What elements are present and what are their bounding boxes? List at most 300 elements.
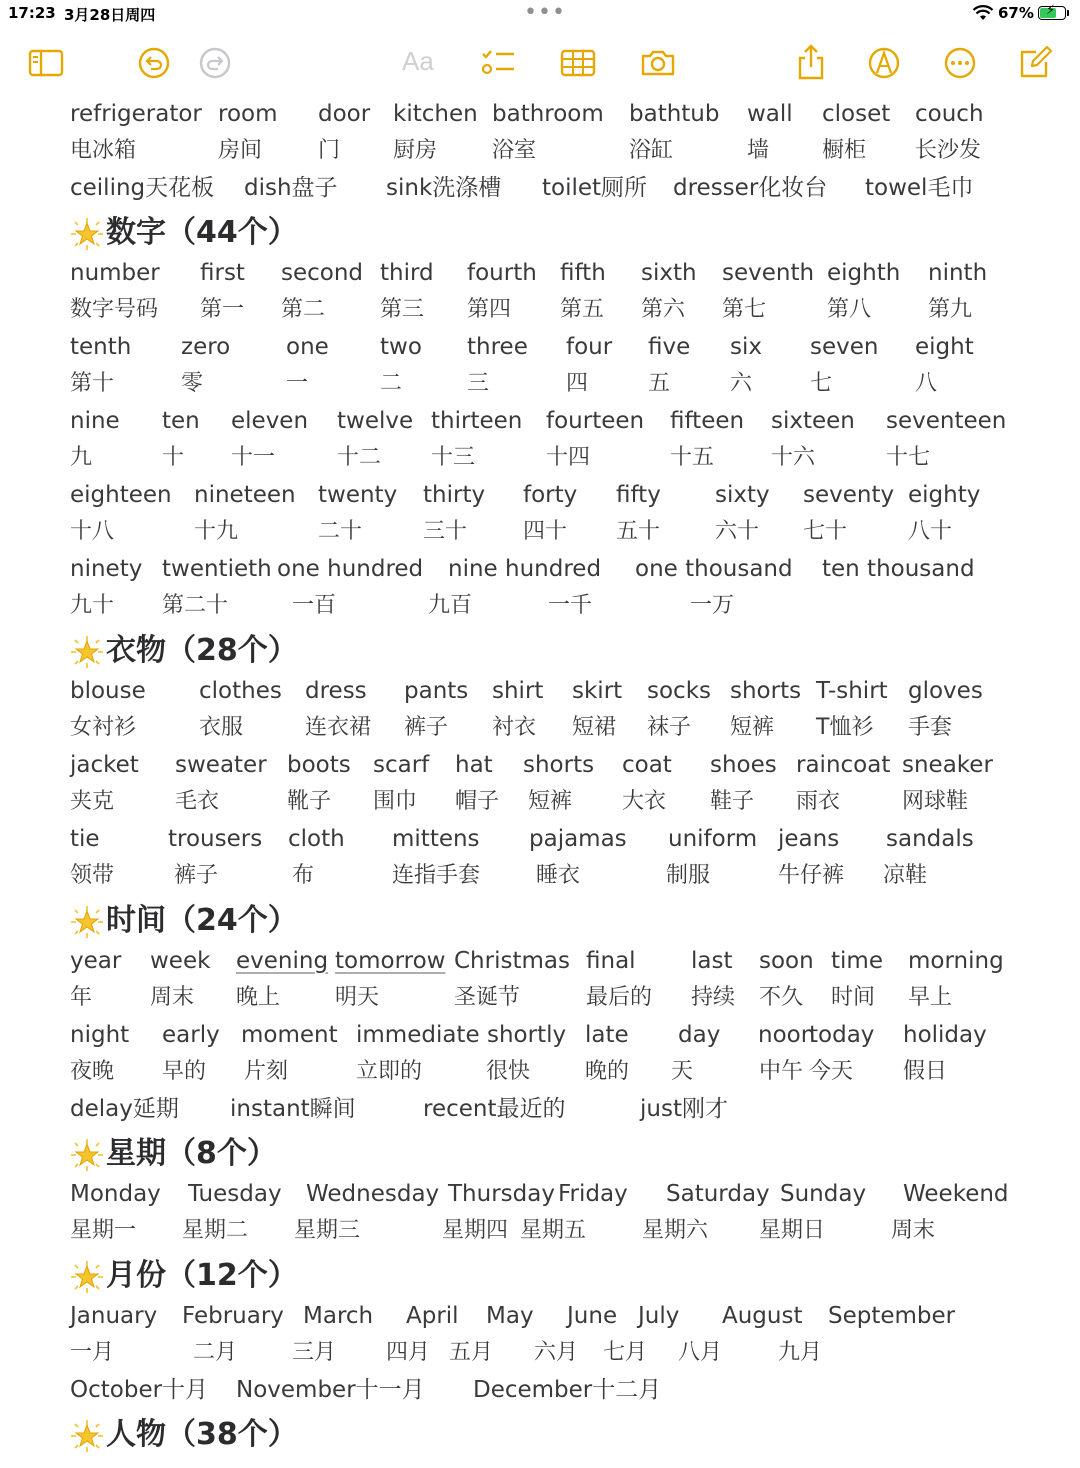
vocab-word: second [281,260,364,286]
notes-toolbar [0,36,1080,86]
vocab-word: four [566,334,613,360]
vocab-word: instant瞬间 [230,1096,356,1122]
vocab-word: 八月 [678,1340,723,1365]
vocab-word: 八十 [908,519,953,544]
vocab-word: immediate [356,1022,480,1048]
vocab-word: 十二 [337,445,382,470]
english-word-row [70,749,1060,786]
vocab-word: 九月 [778,1340,823,1365]
english-word-row [70,98,1060,135]
vocab-word: 浴室 [492,138,537,163]
vocab-word: 零 [181,371,204,396]
vocab-word: gloves [908,678,983,704]
vocab-word: 早的 [162,1059,207,1084]
vocab-word: 鞋子 [710,789,755,814]
vocab-word: 围巾 [373,789,418,814]
vocab-word: March [303,1303,374,1329]
compose-icon[interactable] [1016,42,1056,82]
chinese-word-row [70,860,1060,897]
vocab-word: T恤衫 [816,715,874,740]
vocab-word: 门 [318,138,341,163]
star-emoji-icon [70,635,104,669]
vocab-word: jacket [70,752,139,778]
vocab-word: Saturday [666,1181,770,1207]
vocab-word: closet [822,101,891,127]
vocab-word: seventeen [886,408,1007,434]
vocab-word: 电冰箱 [70,138,137,163]
vocab-word: 中午 [759,1059,804,1084]
vocab-word: 持续 [691,985,736,1010]
vocab-word: 连衣裙 [305,715,372,740]
vocab-word: last [691,948,733,974]
vocab-word: just刚才 [640,1096,728,1122]
vocab-word: 星期二 [182,1218,249,1243]
vocab-word: sandals [886,826,974,852]
star-emoji-icon [70,1419,104,1453]
vocab-word: 星期三 [294,1218,361,1243]
vocab-word: 裤子 [174,863,219,888]
vocab-word: 短裙 [572,715,617,740]
vocab-word: 牛仔裤 [778,863,845,888]
vocab-word: 第二十 [162,593,229,618]
vocab-word: 星期六 [642,1218,709,1243]
vocab-word: three [467,334,528,360]
vocab-word: ten thousand [822,556,975,582]
vocab-word: thirty [423,482,486,508]
vocab-word: 五十 [616,519,661,544]
vocab-word: 最后的 [586,985,653,1010]
vocab-word: tenth [70,334,132,360]
vocab-word: 布 [292,863,315,888]
vocab-word: third [380,260,434,286]
vocab-word: 假日 [903,1059,948,1084]
chinese-word-row [70,1215,1060,1252]
vocab-word: moment [241,1022,338,1048]
vocab-word: 短裤 [730,715,775,740]
vocab-word: 六 [730,371,753,396]
vocab-word: 九 [70,445,93,470]
vocab-word: 第六 [641,297,686,322]
vocab-word: 制服 [666,863,711,888]
vocab-word: towel毛巾 [865,175,974,201]
vocab-word: T-shirt [816,678,888,704]
table-icon[interactable] [558,42,598,82]
vocab-word: fourth [467,260,537,286]
vocab-word: week [150,948,211,974]
vocab-word: February [182,1303,284,1329]
vocab-word: seventh [722,260,815,286]
vocab-word: eighty [908,482,981,508]
vocab-word: scarf [373,752,430,778]
vocab-word: 六十 [715,519,760,544]
section-heading [70,1411,1060,1459]
vocab-word: 星期五 [520,1218,587,1243]
vocab-word: pajamas [529,826,627,852]
star-emoji-icon [70,1260,104,1294]
vocab-word: 凉鞋 [883,863,928,888]
vocab-word: thirteen [431,408,523,434]
vocab-word: bathroom [492,101,604,127]
vocab-word: raincoat [796,752,891,778]
vocab-word: 一千 [548,593,593,618]
vocab-word: late [585,1022,629,1048]
vocab-word: mittens [392,826,480,852]
vocab-word: 周末 [891,1218,936,1243]
vocab-word: 数字号码 [70,297,159,322]
vocab-word: delay延期 [70,1096,179,1122]
vocab-word: nine hundred [448,556,602,582]
vocab-word: December十二月 [473,1377,662,1403]
vocab-word: 衣服 [199,715,244,740]
vocab-word: 七月 [603,1340,648,1365]
vocab-word: 二十 [318,519,363,544]
vocab-word: 九十 [70,593,115,618]
section-heading [70,1130,1060,1178]
chinese-word-row [70,590,1060,627]
vocab-word: 领带 [70,863,115,888]
vocab-word: 厨房 [393,138,438,163]
vocab-word: 六月 [534,1340,579,1365]
vocab-word: five [648,334,691,360]
vocab-word: 四十 [523,519,568,544]
vocab-word: 房间 [218,138,263,163]
vocab-word: 夜晚 [70,1059,115,1084]
vocab-word: 第三 [380,297,425,322]
vocab-word: seventy [803,482,895,508]
vocab-word: twentieth [162,556,272,582]
vocab-word: 十八 [70,519,115,544]
vocab-word: soon [759,948,814,974]
section-heading-text: 月份（12个） [106,1258,298,1293]
vocab-word: sink洗涤槽 [386,175,502,201]
chinese-word-row [70,982,1060,1019]
vocab-word: 雨衣 [796,789,841,814]
vocab-word: 四 [566,371,589,396]
vocab-word: 靴子 [287,789,332,814]
english-word-row [70,945,1060,982]
vocab-word: tomorrow [335,948,446,974]
vocab-word: 十六 [771,445,816,470]
english-word-row [70,1178,1060,1215]
camera-icon[interactable] [638,42,678,82]
vocab-word: couch [915,101,984,127]
vocab-word: kitchen [393,101,478,127]
vocab-word: early [162,1022,220,1048]
vocab-word: wall [747,101,793,127]
vocab-word: six [730,334,762,360]
vocab-word: 天 [671,1059,694,1084]
vocab-word: August [722,1303,803,1329]
redo-icon[interactable] [195,42,235,82]
vocab-word: shoes [710,752,777,778]
multitasking-dots[interactable]: ••• [524,0,566,25]
vocab-word: coat [622,752,672,778]
undo-icon[interactable] [134,42,174,82]
section-heading-text: 星期（8个） [106,1136,277,1171]
vocab-word: 时间 [831,985,876,1010]
vocab-word: 片刻 [244,1059,289,1084]
vocab-word: morning [908,948,1004,974]
vocab-word: noon [758,1022,816,1048]
vocab-word: holiday [903,1022,987,1048]
english-word-row [70,331,1060,368]
chinese-word-row [70,712,1060,749]
vocab-word: 五月 [449,1340,494,1365]
vocab-word: 立即的 [356,1059,423,1084]
vocab-word: 星期四 [442,1218,509,1243]
text-format-icon[interactable]: Aa [402,46,434,76]
chinese-word-row [70,516,1060,553]
vocab-word: uniform [668,826,758,852]
sidebar-icon[interactable] [26,42,66,82]
section-heading-text: 人物（38个） [106,1417,298,1452]
vocab-word: dish盘子 [244,175,338,201]
markup-icon[interactable] [864,42,904,82]
english-word-row [70,675,1060,712]
vocab-word: fifteen [670,408,745,434]
vocab-word: 一万 [690,593,735,618]
vocab-word: shirt [492,678,544,704]
section-heading [70,897,1060,945]
vocab-word: hat [455,752,493,778]
english-word-row [70,553,1060,590]
vocab-word: 第七 [722,297,767,322]
vocab-word: seven [810,334,879,360]
vocab-word: nineteen [194,482,296,508]
vocab-word: fifth [560,260,606,286]
english-word-row [70,405,1060,442]
vocab-word: 睡衣 [536,863,581,888]
vocab-word: 大衣 [622,789,667,814]
vocab-word: night [70,1022,130,1048]
vocab-word: 十一 [231,445,276,470]
more-icon[interactable] [940,42,980,82]
vocab-word: eight [915,334,974,360]
vocab-word: Friday [558,1181,628,1207]
vocab-word: 十五 [670,445,715,470]
checklist-icon[interactable] [478,42,518,82]
english-word-row [70,1300,1060,1337]
vocab-word: zero [181,334,231,360]
vocab-word: 第九 [928,297,973,322]
vocab-word: 五 [648,371,671,396]
chinese-word-row [70,368,1060,405]
vocab-word: door [318,101,371,127]
vocab-word: Sunday [780,1181,867,1207]
vocab-word: 很快 [486,1059,531,1084]
section-heading-text: 时间（24个） [106,903,298,938]
vocab-word: skirt [572,678,623,704]
battery-nub [1067,10,1069,16]
status-time: 17:23 [8,4,56,22]
vocab-word: January [70,1303,158,1329]
vocab-word: 第四 [467,297,512,322]
vocab-word: twenty [318,482,398,508]
note-body[interactable] [70,98,1060,1459]
english-word-row [70,257,1060,294]
vocab-word: November十一月 [236,1377,425,1403]
status-date: 3月28日周四 [64,6,156,24]
vocab-word: evening [236,948,329,974]
vocab-word: forty [523,482,578,508]
english-word-row [70,823,1060,860]
vocab-word: 网球鞋 [902,789,969,814]
vocab-word: 二 [380,371,403,396]
vocab-word: clothes [199,678,282,704]
vocab-word: 圣诞节 [454,985,521,1010]
vocab-word: sneaker [902,752,993,778]
vocab-word: 第十 [70,371,115,396]
english-word-row [70,1374,1060,1411]
vocab-word: final [586,948,636,974]
chinese-word-row [70,1056,1060,1093]
vocab-word: ninety [70,556,143,582]
vocab-word: bathtub [629,101,720,127]
vocab-word: 衬衣 [492,715,537,740]
vocab-word: eleven [231,408,309,434]
vocab-word: 一百 [292,593,337,618]
vocab-word: dresser化妆台 [673,175,828,201]
vocab-word: toilet厕所 [542,175,648,201]
vocab-word: 七十 [803,519,848,544]
battery-percent: 67% [998,4,1034,22]
vocab-word: boots [287,752,351,778]
english-word-row [70,1093,1060,1130]
vocab-word: ninth [928,260,988,286]
vocab-word: sixteen [771,408,855,434]
vocab-word: 八 [915,371,938,396]
vocab-word: 不久 [759,985,804,1010]
vocab-word: 十三 [431,445,476,470]
vocab-word: day [678,1022,721,1048]
vocab-word: jeans [778,826,840,852]
vocab-word: two [380,334,422,360]
vocab-word: cloth [288,826,345,852]
chinese-word-row [70,135,1060,172]
vocab-word: 女衬衫 [70,715,137,740]
vocab-word: Thursday [448,1181,555,1207]
vocab-word: one [286,334,329,360]
vocab-word: eighteen [70,482,172,508]
vocab-word: 夹克 [70,789,115,814]
vocab-word: Monday [70,1181,161,1207]
chinese-word-row [70,442,1060,479]
vocab-word: socks [647,678,712,704]
vocab-word: 三十 [423,519,468,544]
vocab-word: ceiling天花板 [70,175,215,201]
vocab-word: 毛衣 [175,789,220,814]
vocab-word: 第二 [281,297,326,322]
vocab-word: refrigerator [70,101,202,127]
vocab-word: 晚上 [236,985,281,1010]
vocab-word: 手套 [908,715,953,740]
vocab-word: 裤子 [404,715,449,740]
vocab-word: number [70,260,160,286]
vocab-word: 短裤 [528,789,573,814]
vocab-word: blouse [70,678,146,704]
english-word-row [70,172,1060,209]
wifi-icon [972,4,994,26]
vocab-word: ten [162,408,200,434]
vocab-word: Weekend [903,1181,1009,1207]
vocab-word: 二月 [193,1340,238,1365]
vocab-word: pants [404,678,469,704]
vocab-word: 七 [810,371,833,396]
vocab-word: 十九 [194,519,239,544]
vocab-word: shortly [487,1022,567,1048]
english-word-row [70,479,1060,516]
vocab-word: one hundred [277,556,424,582]
vocab-word: first [200,260,245,286]
vocab-word: 四月 [386,1340,431,1365]
vocab-word: 袜子 [647,715,692,740]
vocab-word: 十四 [546,445,591,470]
vocab-word: sixty [715,482,770,508]
vocab-word: October十月 [70,1377,209,1403]
vocab-word: sweater [175,752,267,778]
vocab-word: today [809,1022,875,1048]
status-bar [0,0,1080,28]
vocab-word: tie [70,826,100,852]
vocab-word: recent最近的 [423,1096,566,1122]
vocab-word: shorts [730,678,802,704]
vocab-word: one thousand [635,556,793,582]
vocab-word: 星期一 [70,1218,137,1243]
charging-bolt-icon: ⚡ [1046,3,1056,18]
vocab-word: 早上 [908,985,953,1010]
vocab-word: 周末 [150,985,195,1010]
vocab-word: 浴缸 [629,138,674,163]
vocab-word: Tuesday [188,1181,282,1207]
vocab-word: shorts [523,752,595,778]
vocab-word: nine [70,408,120,434]
vocab-word: April [406,1303,459,1329]
vocab-word: 明天 [335,985,380,1010]
vocab-word: fourteen [546,408,645,434]
vocab-word: twelve [337,408,414,434]
vocab-word: trousers [168,826,263,852]
section-heading [70,1252,1060,1300]
english-word-row [70,1019,1060,1056]
vocab-word: sixth [641,260,697,286]
section-heading-text: 数字（44个） [106,215,298,250]
vocab-word: dress [305,678,367,704]
vocab-word: 一月 [70,1340,115,1365]
vocab-word: 晚的 [585,1059,630,1084]
vocab-word: September [828,1303,956,1329]
chinese-word-row [70,786,1060,823]
star-emoji-icon [70,1138,104,1172]
vocab-word: 第八 [827,297,872,322]
chinese-word-row [70,294,1060,331]
vocab-word: fifty [616,482,661,508]
vocab-word: May [486,1303,534,1329]
vocab-word: 三 [467,371,490,396]
vocab-word: 十七 [886,445,931,470]
vocab-word: 三月 [292,1340,337,1365]
vocab-word: eighth [827,260,901,286]
share-icon[interactable] [791,42,831,82]
vocab-word: time [831,948,883,974]
vocab-word: 年 [70,985,93,1010]
vocab-word: Wednesday [306,1181,440,1207]
vocab-word: 长沙发 [915,138,982,163]
vocab-word: 第一 [200,297,245,322]
vocab-word: 一 [286,371,309,396]
vocab-word: room [218,101,278,127]
section-heading-text: 衣物（28个） [106,633,298,668]
vocab-word: 星期日 [759,1218,826,1243]
